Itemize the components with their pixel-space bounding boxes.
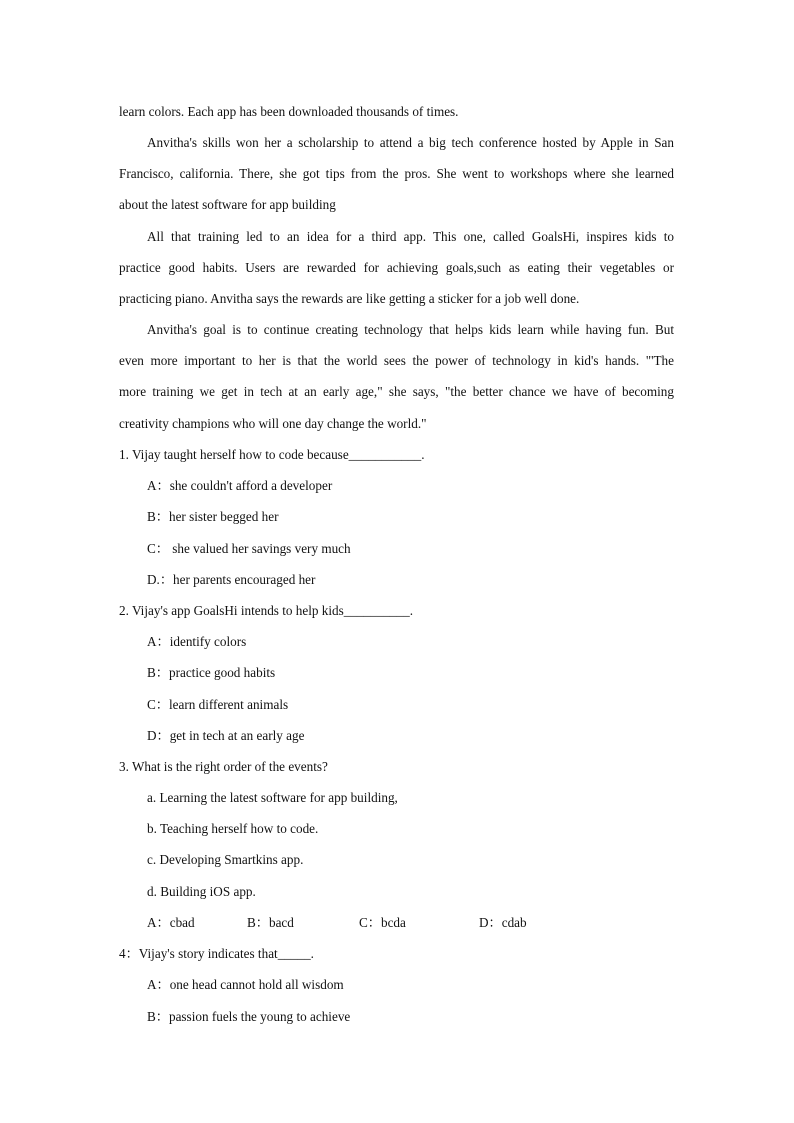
passage-line: creativity champions who will one day change the world." bbox=[119, 416, 427, 431]
question-2-option-d: D：get in tech at an early age bbox=[147, 728, 305, 743]
question-3-event-b: b. Teaching herself how to code. bbox=[147, 821, 319, 836]
question-4-option-b: B：passion fuels the young to achieve bbox=[147, 1009, 351, 1024]
question-1-option-b: B：her sister begged her bbox=[147, 509, 279, 524]
passage-line: Anvitha's goal is to continue creating technology that helps kids learn while having fun. But bbox=[147, 322, 674, 337]
question-2-stem: 2. Vijay's app GoalsHi intends to help kids__________. bbox=[119, 603, 414, 618]
question-2-option-b: B：practice good habits bbox=[147, 665, 276, 680]
question-3-option-a: A：cbad bbox=[147, 915, 195, 930]
passage-line: more training we get in tech at an early age," she says, "the better chance we have of becoming bbox=[119, 384, 674, 399]
question-2-option-c: C：learn different animals bbox=[147, 697, 289, 712]
passage-line: about the latest software for app building bbox=[119, 197, 336, 212]
question-4-option-a: A：one head cannot hold all wisdom bbox=[147, 977, 344, 992]
question-1-option-a: A：she couldn't afford a developer bbox=[147, 478, 333, 493]
question-1-stem: 1. Vijay taught herself how to code because___________. bbox=[119, 447, 425, 462]
passage-line: Anvitha's skills won her a scholarship to attend a big tech conference hosted by Apple in San bbox=[147, 135, 674, 150]
question-3-options-row bbox=[0, 913, 794, 933]
passage-line: practice good habits. Users are rewarded for achieving goals,such as eating their vegetables or bbox=[119, 260, 674, 275]
question-1-option-d: D.：her parents encouraged her bbox=[147, 572, 316, 587]
passage-line: learn colors. Each app has been downloaded thousands of times. bbox=[119, 104, 459, 119]
passage-line: All that training led to an idea for a third app. This one, called GoalsHi, inspires kids to bbox=[147, 229, 674, 244]
passage-line: practicing piano. Anvitha says the rewards are like getting a sticker for a job well done. bbox=[119, 291, 580, 306]
question-3-event-d: d. Building iOS app. bbox=[147, 884, 256, 899]
question-2-option-a: A：identify colors bbox=[147, 634, 247, 649]
passage-line: even more important to her is that the world sees the power of technology in kid's hands. "'The bbox=[119, 353, 674, 368]
question-3-stem: 3. What is the right order of the events? bbox=[119, 759, 328, 774]
question-1-option-c: C： she valued her savings very much bbox=[147, 541, 351, 556]
question-3-event-a: a. Learning the latest software for app building, bbox=[147, 790, 398, 805]
question-3-option-d: D：cdab bbox=[479, 915, 527, 930]
question-3-option-c: C：bcda bbox=[359, 915, 406, 930]
passage-line: Francisco, california. There, she got tips from the pros. She went to workshops where she learned bbox=[119, 166, 674, 181]
question-4-stem: 4：Vijay's story indicates that_____. bbox=[119, 946, 314, 961]
question-3-event-c: c. Developing Smartkins app. bbox=[147, 852, 304, 867]
question-3-option-b: B：bacd bbox=[247, 915, 294, 930]
